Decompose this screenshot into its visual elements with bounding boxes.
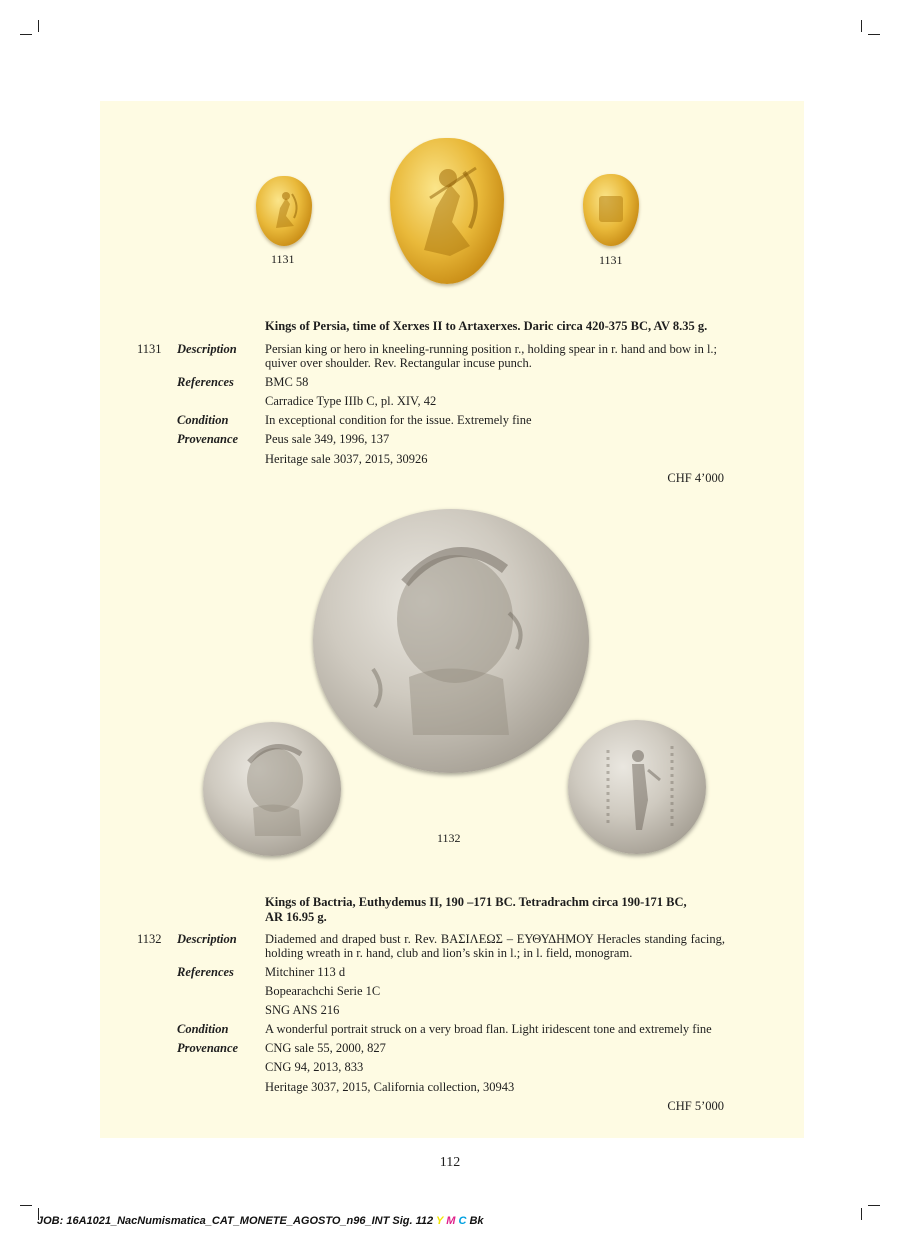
lot-1132-number: 1132	[137, 932, 162, 946]
job-slug-line	[37, 1215, 484, 1227]
crop-mark-top-left-h	[20, 34, 32, 35]
lot-1131-condition-label: Condition	[177, 413, 229, 427]
lot-1132-references-label: References	[177, 965, 234, 979]
lot-1132-description: Diademed and draped bust r. Rev. ΒΑΣΙΛΕΩΣ – ΕΥΘΥΔΗΜΟΥ Heracles standing facing, holding wreath in r. hand, club and lion’s skin in l.; in l. field, monogram.	[265, 932, 725, 960]
lot-1131-reference-1: BMC 58	[265, 375, 309, 389]
lot-1131-description: Persian king or hero in kneeling-running position r., holding spear in r. hand and bow in l.; quiver over shoulder. Rev. Rectangular incuse punch.	[265, 342, 718, 370]
lot-1132-price: CHF 5’000	[667, 1099, 724, 1113]
image-label-1131-left: 1131	[271, 252, 295, 266]
registration-m: M	[446, 1215, 456, 1227]
crop-mark-top-right-v	[861, 20, 862, 32]
registration-y: Y	[436, 1215, 444, 1227]
crop-mark-bottom-right-v	[861, 1208, 862, 1220]
lot-1131-references-label: References	[177, 375, 234, 389]
crop-mark-top-left-v	[38, 20, 39, 32]
gold-daric-obverse-enlarged-icon	[390, 138, 504, 284]
lot-1131-condition: In exceptional condition for the issue. Extremely fine	[265, 413, 532, 427]
page-number: 112	[439, 1155, 461, 1170]
lot-1132-reference-3: SNG ANS 216	[265, 1003, 340, 1017]
crop-mark-top-right-h	[868, 34, 880, 35]
lot-1132-provenance-1: CNG sale 55, 2000, 827	[265, 1041, 386, 1055]
lot-1132-provenance-3: Heritage 3037, 2015, California collection, 30943	[265, 1080, 515, 1094]
job-slug-text: JOB: 16A1021_NacNumismatica_CAT_MONETE_AGOSTO_n96_INT Sig. 112	[37, 1215, 434, 1227]
lot-1132-reference-1: Mitchiner 113 d	[265, 965, 346, 979]
crop-mark-bottom-right-h	[868, 1205, 880, 1206]
lot-1131-reference-2: Carradice Type IIIb C, pl. XIV, 42	[265, 394, 437, 408]
lot-1131-provenance-label: Provenance	[177, 432, 239, 446]
silver-tetradrachm-obverse-enlarged-icon	[313, 509, 589, 773]
silver-tetradrachm-reverse-icon	[568, 720, 706, 854]
image-label-1132: 1132	[437, 831, 461, 845]
lot-1131-title: Kings of Persia, time of Xerxes II to Artaxerxes. Daric circa 420-375 BC, AV 8.35 g.	[265, 319, 708, 333]
lot-1132-provenance-label: Provenance	[177, 1041, 239, 1055]
lot-1132-description-label: Description	[177, 932, 237, 946]
lot-1131-number: 1131	[137, 342, 162, 356]
lot-1132-reference-2: Bopearachchi Serie 1C	[265, 984, 381, 998]
crop-mark-bottom-left-h	[20, 1205, 32, 1206]
silver-tetradrachm-obverse-icon	[203, 722, 341, 856]
lot-1131-price: CHF 4’000	[667, 471, 724, 485]
lot-1132-condition: A wonderful portrait struck on a very broad flan. Light iridescent tone and extremely fine	[265, 1022, 712, 1036]
gold-daric-reverse-icon	[583, 174, 639, 246]
lot-1131-description-label: Description	[177, 342, 237, 356]
lot-1131-provenance-2: Heritage sale 3037, 2015, 30926	[265, 452, 428, 466]
gold-daric-obverse-icon	[256, 176, 312, 246]
registration-c: C	[458, 1215, 467, 1227]
registration-bk: Bk	[469, 1215, 484, 1227]
lot-1132-condition-label: Condition	[177, 1022, 229, 1036]
image-label-1131-right: 1131	[599, 253, 623, 267]
lot-1132-title: Kings of Bactria, Euthydemus II, 190 –171 BC. Tetradrachm circa 190-171 BC, AR 16.95 g.	[265, 895, 687, 924]
lot-1131-provenance-1: Peus sale 349, 1996, 137	[265, 432, 390, 446]
lot-1132-provenance-2: CNG 94, 2013, 833	[265, 1060, 364, 1074]
